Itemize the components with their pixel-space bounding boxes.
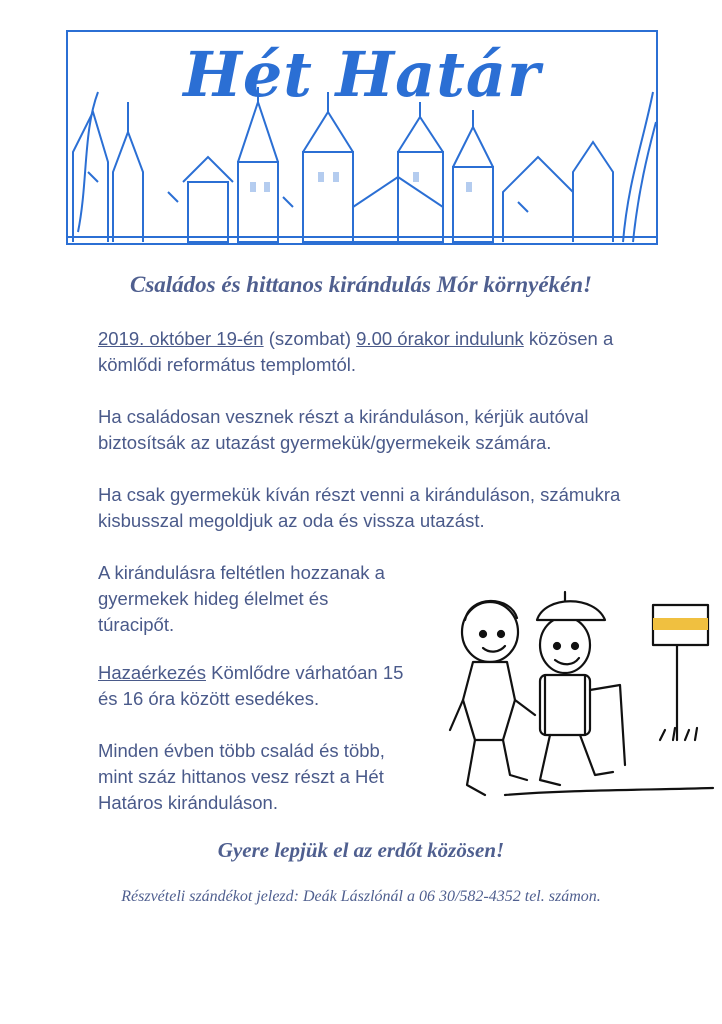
paragraph-bus (98, 482, 620, 534)
hiking-children-icon (445, 590, 715, 810)
page-heading: Családos és hittanos kirándulás Mór környékén! (129, 272, 593, 297)
contact-footer: Részvételi szándékot jelezd: Deák Lászlónál a 06 30/582-4352 tel. számon. (121, 888, 601, 905)
family-line2: biztosítsák az utazást gyermekük/gyermekeik számára. (98, 432, 552, 453)
time-text: 9.00 órakor indulunk (356, 328, 524, 349)
paragraph-tradition (98, 738, 385, 816)
return-line2: és 16 óra között esedékes. (98, 688, 320, 709)
family-line1: Ha családosan vesznek részt a kiránduláson, kérjük autóval (98, 406, 589, 427)
food-line1: A kirándulásra feltétlen hozzanak a (98, 562, 385, 583)
tradition-line2: mint száz hittanos vesz részt a Hét (98, 766, 384, 787)
banner-title: Hét Határ (183, 38, 541, 111)
bus-line1: Ha csak gyermekük kíván részt venni a kiránduláson, számukra (98, 484, 621, 505)
departure-line2: kömlődi református templomtól. (98, 354, 357, 375)
food-line2: gyermekek hideg élelmet és (98, 588, 329, 609)
paragraph-return (98, 660, 403, 712)
food-line3: túracipőt. (98, 614, 175, 635)
slogan: Gyere lepjük el az erdőt közösen! (217, 838, 505, 862)
tradition-line1: Minden évben több család és több, (98, 740, 385, 761)
return-rest: Kömlődre várhatóan 15 (205, 662, 404, 683)
tradition-line3: Határos kiránduláson. (98, 792, 278, 813)
date-text: 2019. október 19-én (98, 328, 264, 349)
day-text: (szombat) (263, 328, 357, 349)
header-banner (66, 30, 658, 245)
paragraph-food (98, 560, 385, 638)
bus-line2: kisbusszal megoldjuk az oda és vissza utazást. (98, 510, 485, 531)
return-label: Hazaérkezés (98, 662, 206, 683)
paragraph-family (98, 404, 589, 456)
departure-rest: közösen a (523, 328, 614, 349)
paragraph-departure (98, 326, 613, 378)
